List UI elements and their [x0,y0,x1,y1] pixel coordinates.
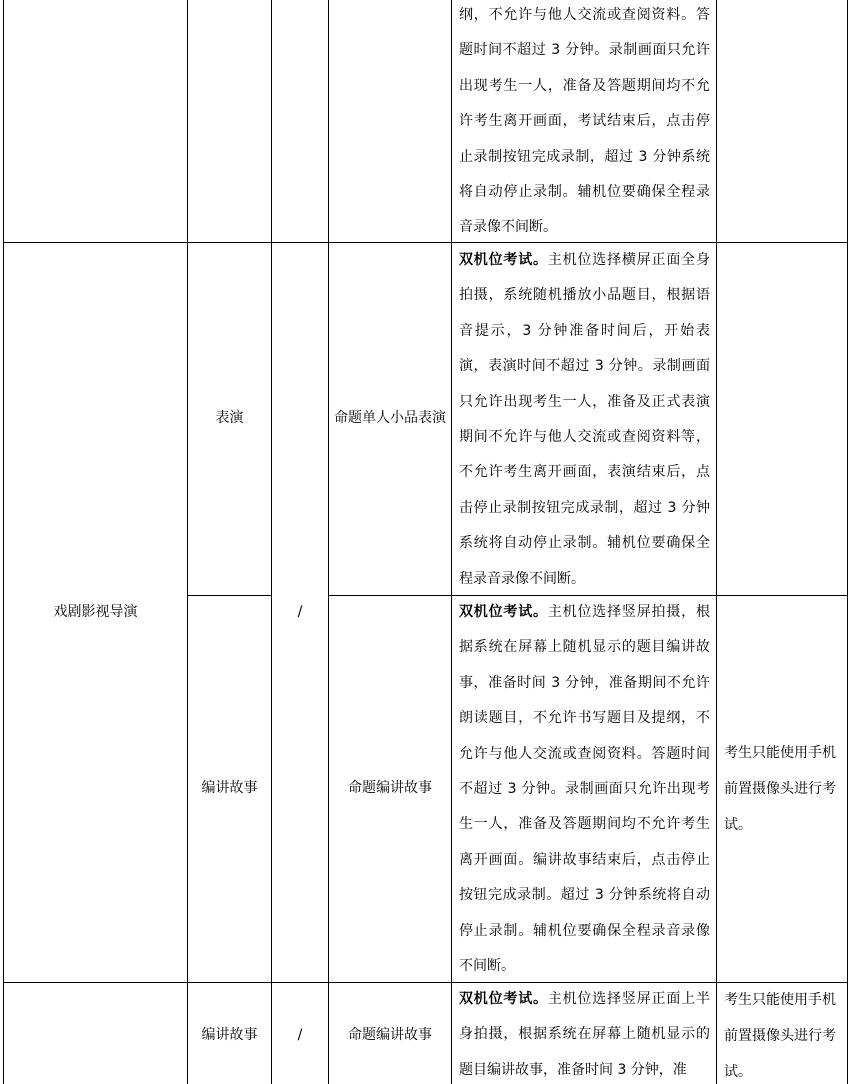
description-cell [459,243,710,597]
separator-mark: / [297,1027,303,1044]
subject-cell [188,243,271,595]
subject-cell [188,1018,271,1054]
description-bold-lead: 双机位考试。 [459,252,548,268]
column-divider-4 [451,0,452,1084]
note-text: 考生只能使用手机前置摄像头进行考试。 [724,745,836,833]
description-cell [459,0,710,246]
description-text: 主机位选择竖屏正面上半身拍摄，根据系统在屏幕上随机显示的题目编讲故事，准备时间 3 分钟，准 [459,991,710,1078]
separator-cell [272,243,328,982]
table-border-right [847,0,848,1084]
content-cell [329,1018,451,1054]
description-cell [459,595,710,984]
description-bold-lead: 双机位考试。 [459,604,548,620]
subject-cell [188,596,271,982]
content-cell [329,596,451,982]
major-cell [4,243,187,982]
description-bold-lead: 双机位考试。 [459,991,548,1007]
subject-name: 表演 [215,410,244,427]
content-name: 命题编讲故事 [348,1027,432,1044]
content-name: 命题单人小品表演 [334,410,446,427]
description-cell [459,982,710,1084]
separator-cell [272,1018,328,1054]
note-text: 考生只能使用手机前置摄像头进行考试。 [724,992,836,1080]
note-cell [724,735,836,843]
note-cell [724,982,836,1084]
column-divider-5 [716,0,717,1084]
description-text: 纲，不允许与他人交流或查阅资料。答题时间不超过 3 分钟。录制画面只允许出现考生一人，准备及答题期间均不允许考生离开画面，考试结束后，点击停止录制按钮完成录制，超过 3 分钟系统将自动停止录制。辅机位要确保全程录音录像不间断。 [459,7,710,236]
major-name: 戏剧影视导演 [53,603,138,620]
subject-name: 编讲故事 [201,780,258,797]
content-name: 命题编讲故事 [348,780,432,797]
content-cell [331,243,449,595]
row-divider-3 [3,982,848,983]
subject-name: 编讲故事 [201,1027,258,1044]
description-text: 主机位选择竖屏拍摄，根据系统在屏幕上随机显示的题目编讲故事，准备时间 3 分钟，准备期间不允许朗读题目，不允许书写题目及提纲，不允许与他人交流或查阅资料。答题时间不超过 3 分钟。录制画面只允许出现考生一人，准备及答题期间均不允许考生离开画面。编讲故事结束后，点击停止按钮完成录制。超过 3 分钟系统将自动停止录制。辅机位要确保全程录音录像不间断。 [459,604,710,975]
separator-mark: / [297,603,303,620]
description-text: 主机位选择横屏正面全身拍摄，系统随机播放小品题目，根据语音提示，3 分钟准备时间后，开始表演，表演时间不超过 3 分钟。录制画面只允许出现考生一人，准备及正式表演期间不允许与他人交流或查阅资料等，不允许考生离开画面，表演结束后，点击停止录制按钮完成录制，超过 3 分钟系统将自动停止录制。辅机位要确保全程录音录像不间断。 [459,252,710,587]
